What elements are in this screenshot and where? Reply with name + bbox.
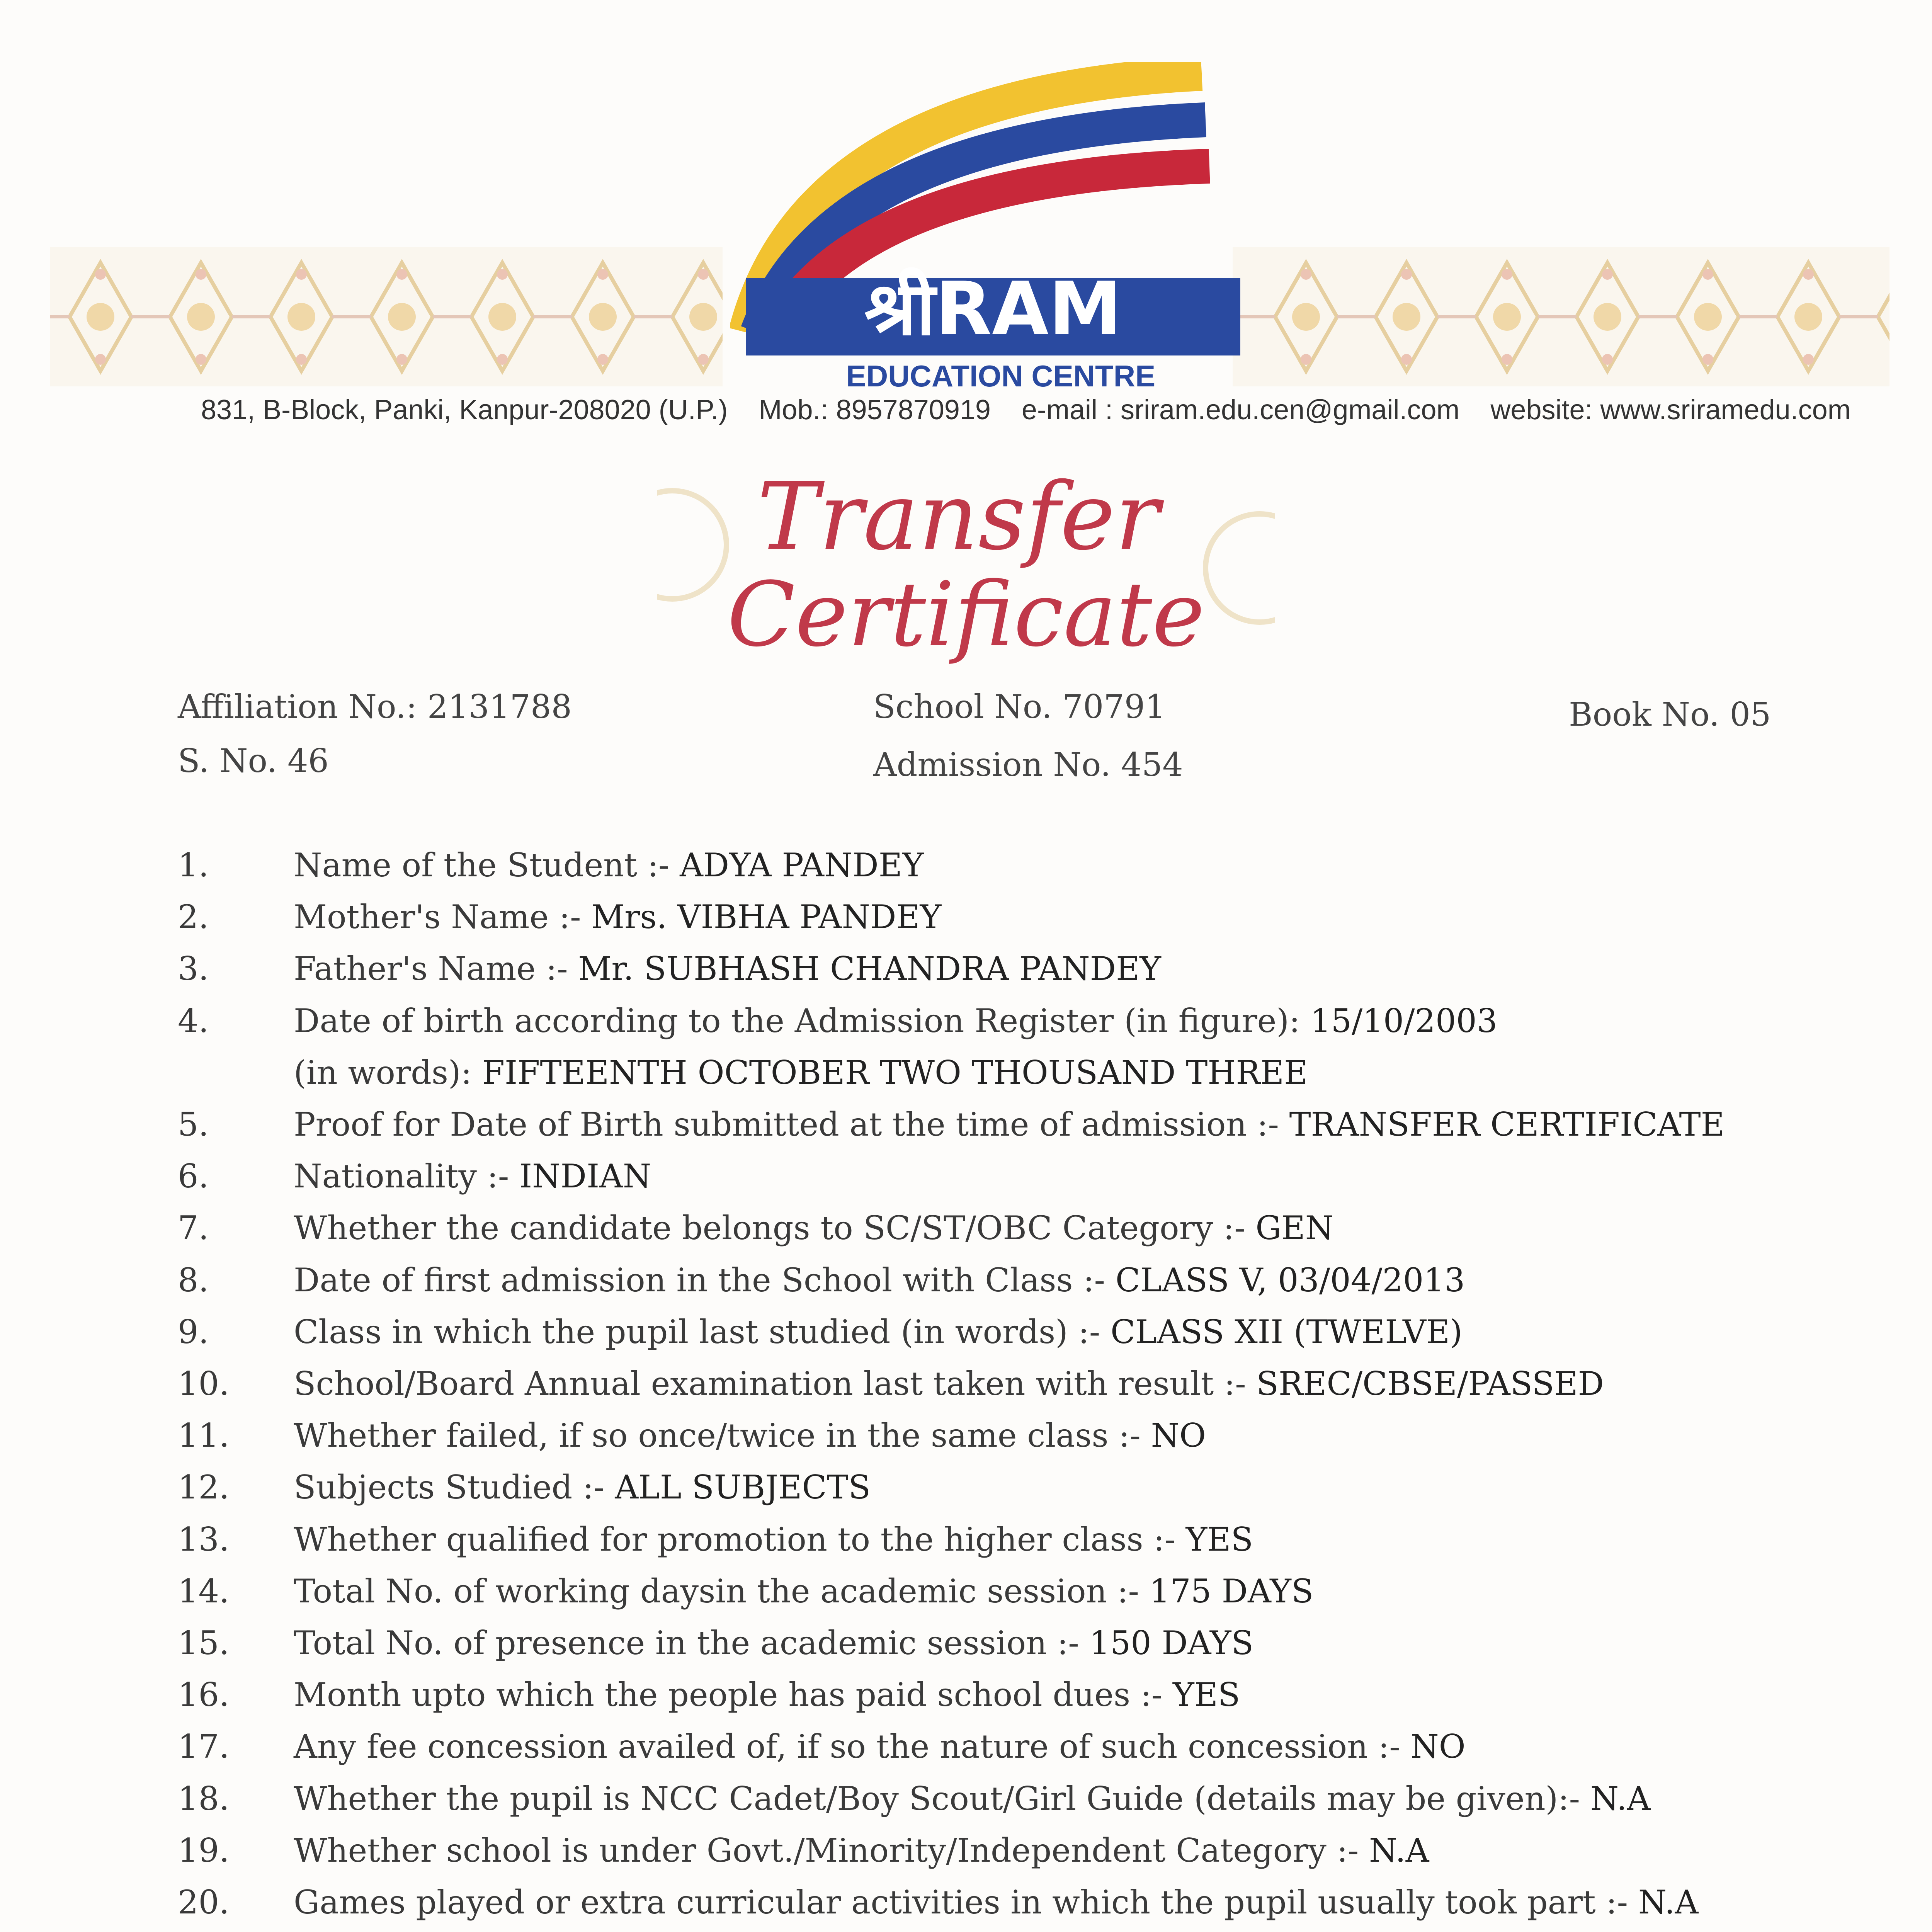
- item-label: Total No. of working daysin the academic session :-: [294, 1572, 1139, 1610]
- title-line-1: Transfer: [757, 463, 1160, 571]
- item-number: 10.: [178, 1365, 230, 1403]
- item-label: Whether the candidate belongs to SC/ST/OBC Category :-: [294, 1209, 1245, 1247]
- email: e-mail : sriram.edu.cen@gmail.com: [1021, 395, 1460, 425]
- item-number: 12.: [178, 1468, 230, 1506]
- logo-text: श्रीRAM: [864, 266, 1122, 352]
- item-label-and-value: [294, 1054, 1308, 1092]
- item-label-and-value: [294, 1365, 1604, 1403]
- mobile: Mob.: 8957870919: [759, 395, 991, 425]
- item-value: ADYA PANDEY: [680, 846, 924, 884]
- item-label-and-value: [294, 1002, 1497, 1040]
- item-value: N.A: [1590, 1780, 1651, 1818]
- school-no: School No. 70791: [873, 688, 1166, 726]
- item-value: CLASS XII (TWELVE): [1110, 1313, 1463, 1351]
- affiliation-no: Affiliation No.: 2131788: [178, 688, 572, 726]
- item-value: CLASS V, 03/04/2013: [1115, 1261, 1465, 1299]
- item-number: 16.: [178, 1676, 230, 1714]
- item-label: Date of birth according to the Admission Register (in figure):: [294, 1002, 1300, 1040]
- item-label-and-value: [294, 1313, 1463, 1351]
- item-value: SREC/CBSE/PASSED: [1256, 1365, 1604, 1403]
- item-label: Nationality :-: [294, 1157, 509, 1195]
- item-value: INDIAN: [519, 1157, 651, 1195]
- item-value: FIFTEENTH OCTOBER TWO THOUSAND THREE: [482, 1054, 1308, 1092]
- item-value: N.A: [1369, 1832, 1429, 1869]
- item-label: Whether qualified for promotion to the higher class :-: [294, 1520, 1175, 1558]
- item-label-and-value: [294, 1520, 1253, 1558]
- item-label-and-value: [294, 1417, 1206, 1454]
- item-label: Any fee concession availed of, if so the nature of such concession :-: [294, 1728, 1400, 1765]
- sriram-logo: [730, 62, 1271, 390]
- item-number: 2.: [178, 898, 209, 936]
- serial-no: S. No. 46: [178, 742, 329, 780]
- item-label-and-value: [294, 898, 941, 936]
- item-value: NO: [1151, 1417, 1206, 1454]
- item-label-and-value: [294, 1624, 1253, 1662]
- item-label: Total No. of presence in the academic session :-: [294, 1624, 1079, 1662]
- contact-line: [201, 394, 1851, 440]
- item-label: Whether school is under Govt./Minority/Independent Category :-: [294, 1832, 1359, 1869]
- item-value: N.A: [1638, 1883, 1699, 1921]
- item-label: School/Board Annual examination last taken with result :-: [294, 1365, 1246, 1403]
- item-label: Month upto which the people has paid school dues :-: [294, 1676, 1163, 1714]
- item-value: Mrs. VIBHA PANDEY: [591, 898, 942, 936]
- item-number: 17.: [178, 1728, 230, 1765]
- item-label: Date of first admission in the School with Class :-: [294, 1261, 1105, 1299]
- item-value: 175 DAYS: [1149, 1572, 1314, 1610]
- website: website: www.sriramedu.com: [1490, 395, 1851, 425]
- item-number: 8.: [178, 1261, 209, 1299]
- title-line-2: Certificate: [727, 563, 1205, 667]
- item-number: 18.: [178, 1780, 230, 1818]
- item-value: 15/10/2003: [1310, 1002, 1498, 1040]
- book-no: Book No. 05: [1569, 696, 1771, 733]
- item-label-and-value: [294, 1209, 1333, 1247]
- item-value: GEN: [1255, 1209, 1334, 1247]
- item-number: 20.: [178, 1883, 230, 1921]
- item-number: 7.: [178, 1209, 209, 1247]
- logo-subtext: EDUCATION CENTRE: [846, 359, 1156, 390]
- item-value: ALL SUBJECTS: [615, 1468, 871, 1506]
- item-number: 14.: [178, 1572, 230, 1610]
- item-label-and-value: [294, 1572, 1313, 1610]
- item-value: YES: [1185, 1520, 1253, 1558]
- item-label: Proof for Date of Birth submitted at the time of admission :-: [294, 1105, 1279, 1143]
- item-value: 150 DAYS: [1089, 1624, 1254, 1662]
- item-number: 3.: [178, 950, 209, 988]
- item-value: NO: [1410, 1728, 1466, 1765]
- item-label-and-value: [294, 1676, 1240, 1714]
- item-label: Name of the Student :-: [294, 846, 670, 884]
- item-number: 1.: [178, 846, 209, 884]
- item-label-and-value: [294, 1832, 1429, 1869]
- item-label: (in words):: [294, 1054, 472, 1092]
- item-number: 11.: [178, 1417, 230, 1454]
- item-label-and-value: [294, 1261, 1465, 1299]
- item-label-and-value: [294, 1883, 1698, 1921]
- item-number: 15.: [178, 1624, 230, 1662]
- admission-no: Admission No. 454: [873, 746, 1183, 784]
- item-label-and-value: [294, 1157, 651, 1195]
- item-label: Games played or extra curricular activities in which the pupil usually took part :-: [294, 1883, 1628, 1921]
- item-label-and-value: [294, 846, 924, 884]
- item-label: Mother's Name :-: [294, 898, 581, 936]
- item-number: 19.: [178, 1832, 230, 1869]
- item-number: 6.: [178, 1157, 209, 1195]
- item-label: Whether failed, if so once/twice in the same class :-: [294, 1417, 1141, 1454]
- item-label-and-value: [294, 1468, 871, 1506]
- item-number: 9.: [178, 1313, 209, 1351]
- address: 831, B-Block, Panki, Kanpur-208020 (U.P.): [201, 395, 728, 425]
- item-label-and-value: [294, 1105, 1725, 1143]
- item-label: Whether the pupil is NCC Cadet/Boy Scout/Girl Guide (details may be given):-: [294, 1780, 1580, 1818]
- item-value: TRANSFER CERTIFICATE: [1289, 1105, 1725, 1143]
- item-label: Father's Name :-: [294, 950, 568, 988]
- item-value: YES: [1173, 1676, 1240, 1714]
- item-number: 13.: [178, 1520, 230, 1558]
- item-label: Class in which the pupil last studied (in words) :-: [294, 1313, 1100, 1351]
- item-label: Subjects Studied :-: [294, 1468, 605, 1506]
- item-number: 5.: [178, 1105, 209, 1143]
- item-label-and-value: [294, 950, 1161, 988]
- item-value: Mr. SUBHASH CHANDRA PANDEY: [578, 950, 1161, 988]
- transfer-certificate-title: [657, 452, 1275, 699]
- item-label-and-value: [294, 1728, 1466, 1765]
- item-number: 4.: [178, 1002, 209, 1040]
- item-label-and-value: [294, 1780, 1650, 1818]
